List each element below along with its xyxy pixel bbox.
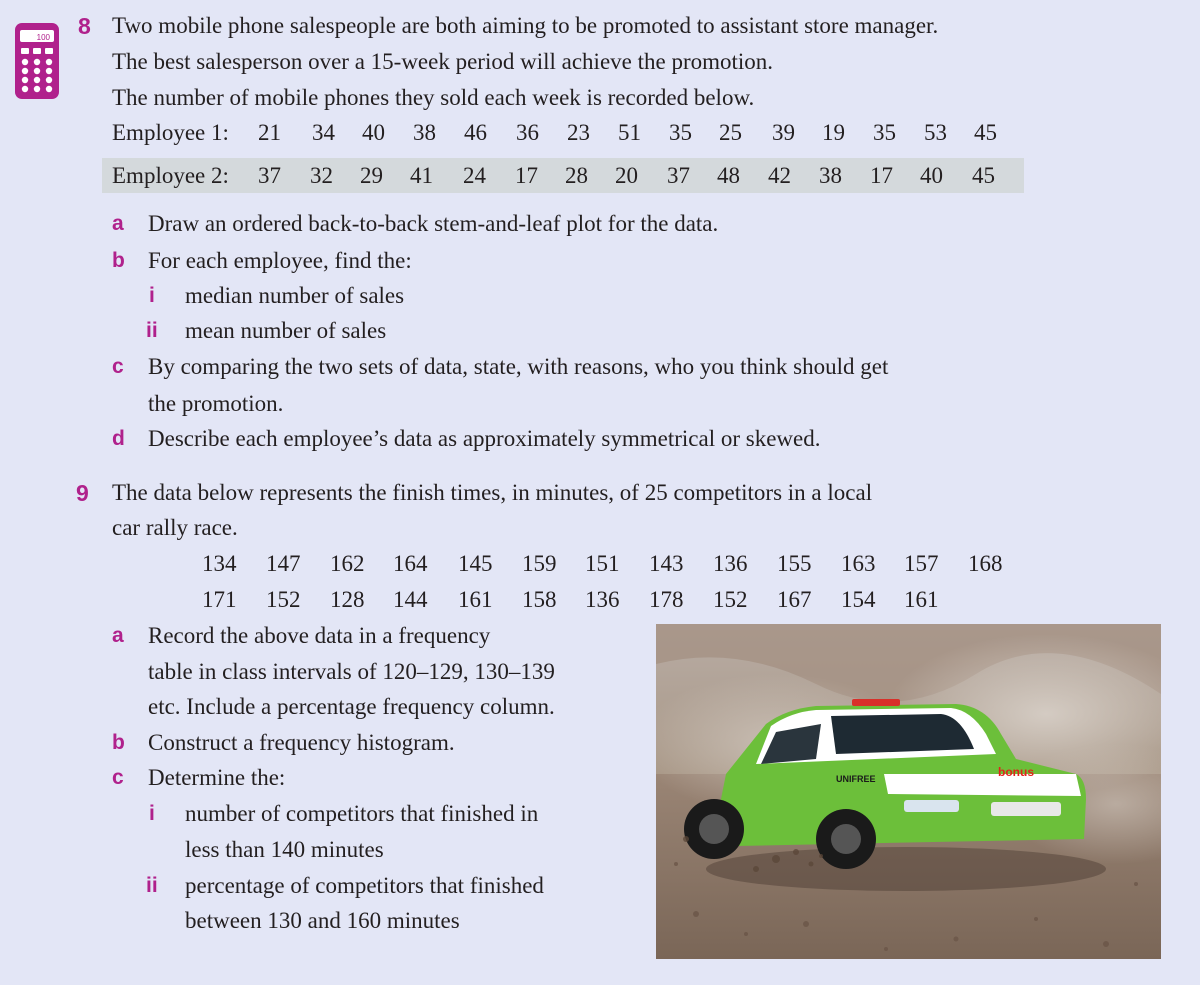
rally-time: 155 — [777, 551, 812, 576]
q9-part-c-i-label: i — [149, 802, 155, 825]
employee-2-label: Employee 2: — [112, 163, 229, 188]
employee-2-value: 37 — [667, 163, 690, 188]
q9-intro-line-2: car rally race. — [112, 515, 238, 540]
rally-time: 136 — [585, 587, 620, 612]
rally-time: 171 — [202, 587, 237, 612]
rally-time: 147 — [266, 551, 301, 576]
q8-part-b-i-label: i — [149, 284, 155, 307]
employee-2-value: 42 — [768, 163, 791, 188]
q8-part-c-label: c — [112, 355, 124, 378]
rally-time: 162 — [330, 551, 365, 576]
rally-time: 167 — [777, 587, 812, 612]
q8-part-b-label: b — [112, 249, 125, 272]
employee-1-value: 36 — [516, 120, 539, 145]
q8-part-d-label: d — [112, 427, 125, 450]
employee-2-value: 17 — [515, 163, 538, 188]
q8-part-b-ii-label: ii — [146, 319, 158, 342]
employee-1-value: 51 — [618, 120, 641, 145]
rally-time: 159 — [522, 551, 557, 576]
employee-1-value: 19 — [822, 120, 845, 145]
rally-times-row-2 — [0, 586, 1200, 616]
rally-time: 145 — [458, 551, 493, 576]
q9-part-c-text: Determine the: — [148, 765, 286, 790]
q9-part-c-label: c — [112, 766, 124, 789]
rally-time: 164 — [393, 551, 428, 576]
rally-time: 158 — [522, 587, 557, 612]
rally-time: 161 — [904, 587, 939, 612]
rally-time: 143 — [649, 551, 684, 576]
q8-part-a-label: a — [112, 212, 124, 235]
unifree-logo-text: UNIFREE — [836, 774, 876, 784]
employee-1-value: 21 — [258, 120, 281, 145]
employee-1-value: 38 — [413, 120, 436, 145]
rally-time: 161 — [458, 587, 493, 612]
employee-1-value: 35 — [669, 120, 692, 145]
rally-time: 136 — [713, 551, 748, 576]
employee-2-value: 38 — [819, 163, 842, 188]
q8-part-b-i-text: median number of sales — [185, 283, 405, 308]
rally-time: 168 — [968, 551, 1003, 576]
question-9-number: 9 — [76, 480, 89, 506]
q8-part-a-text: Draw an ordered back-to-back stem-and-leaf plot for the data. — [148, 211, 719, 236]
rally-times-row-1 — [0, 550, 1200, 580]
rally-time: 152 — [266, 587, 301, 612]
q8-intro-line-2: The best salesperson over a 15-week period will achieve the promotion. — [112, 49, 774, 74]
rally-time: 144 — [393, 587, 428, 612]
q9-part-b-text: Construct a frequency histogram. — [148, 730, 455, 755]
q8-part-c-line-2: the promotion. — [148, 391, 284, 416]
q8-intro-line-1: Two mobile phone salespeople are both aiming to be promoted to assistant store manager. — [112, 13, 939, 38]
q9-intro-line-1: The data below represents the finish times, in minutes, of 25 competitors in a local — [112, 480, 873, 505]
q8-part-b-ii-text: mean number of sales — [185, 318, 387, 343]
q9-part-c-ii-line-1: percentage of competitors that finished — [185, 873, 544, 898]
employee-2-value: 32 — [310, 163, 333, 188]
employee-2-value: 29 — [360, 163, 383, 188]
rally-time: 152 — [713, 587, 748, 612]
rally-time: 151 — [585, 551, 620, 576]
employee-2-value: 20 — [615, 163, 638, 188]
q9-part-b-label: b — [112, 731, 125, 754]
q8-part-c-line-1: By comparing the two sets of data, state, with reasons, who you think should get — [148, 354, 889, 379]
employee-1-value: 35 — [873, 120, 896, 145]
employee-1-value: 53 — [924, 120, 947, 145]
employee-1-value: 45 — [974, 120, 997, 145]
employee-2-value: 17 — [870, 163, 893, 188]
employee-1-label: Employee 1: — [112, 120, 229, 145]
bonus-logo-text: bonus — [998, 765, 1034, 779]
q9-part-c-i-line-1: number of competitors that finished in — [185, 801, 539, 826]
employee-1-value: 23 — [567, 120, 590, 145]
rally-time: 178 — [649, 587, 684, 612]
rally-time: 128 — [330, 587, 365, 612]
q9-part-c-i-line-2: less than 140 minutes — [185, 837, 384, 862]
q9-part-a-label: a — [112, 624, 124, 647]
rally-time: 163 — [841, 551, 876, 576]
employee-2-value: 24 — [463, 163, 486, 188]
employee-1-value: 39 — [772, 120, 795, 145]
q9-part-a-line-2: table in class intervals of 120–129, 130–139 — [148, 659, 555, 684]
q9-part-a-line-3: etc. Include a percentage frequency column. — [148, 694, 555, 719]
employee-2-value: 41 — [410, 163, 433, 188]
employee-2-value: 48 — [717, 163, 740, 188]
q9-part-a-line-1: Record the above data in a frequency — [148, 623, 491, 648]
rally-time: 154 — [841, 587, 876, 612]
rally-time: 134 — [202, 551, 237, 576]
calculator-icon — [14, 22, 60, 100]
employee-2-value: 40 — [920, 163, 943, 188]
employee-1-value: 34 — [312, 120, 335, 145]
q9-part-c-ii-label: ii — [146, 874, 158, 897]
q8-intro-line-3: The number of mobile phones they sold each week is recorded below. — [112, 85, 755, 110]
employee-1-value: 40 — [362, 120, 385, 145]
employee-2-value: 37 — [258, 163, 281, 188]
q8-part-d-text: Describe each employee’s data as approximately symmetrical or skewed. — [148, 426, 821, 451]
employee-2-value: 28 — [565, 163, 588, 188]
question-8-number: 8 — [78, 13, 91, 39]
employee-1-value: 25 — [719, 120, 742, 145]
q9-part-c-ii-line-2: between 130 and 160 minutes — [185, 908, 460, 933]
q8-part-b-text: For each employee, find the: — [148, 248, 412, 273]
rally-car-photo — [656, 624, 1161, 959]
employee-2-value: 45 — [972, 163, 995, 188]
calculator-display-text: 100 — [36, 33, 50, 42]
rally-time: 157 — [904, 551, 939, 576]
employee-1-value: 46 — [464, 120, 487, 145]
